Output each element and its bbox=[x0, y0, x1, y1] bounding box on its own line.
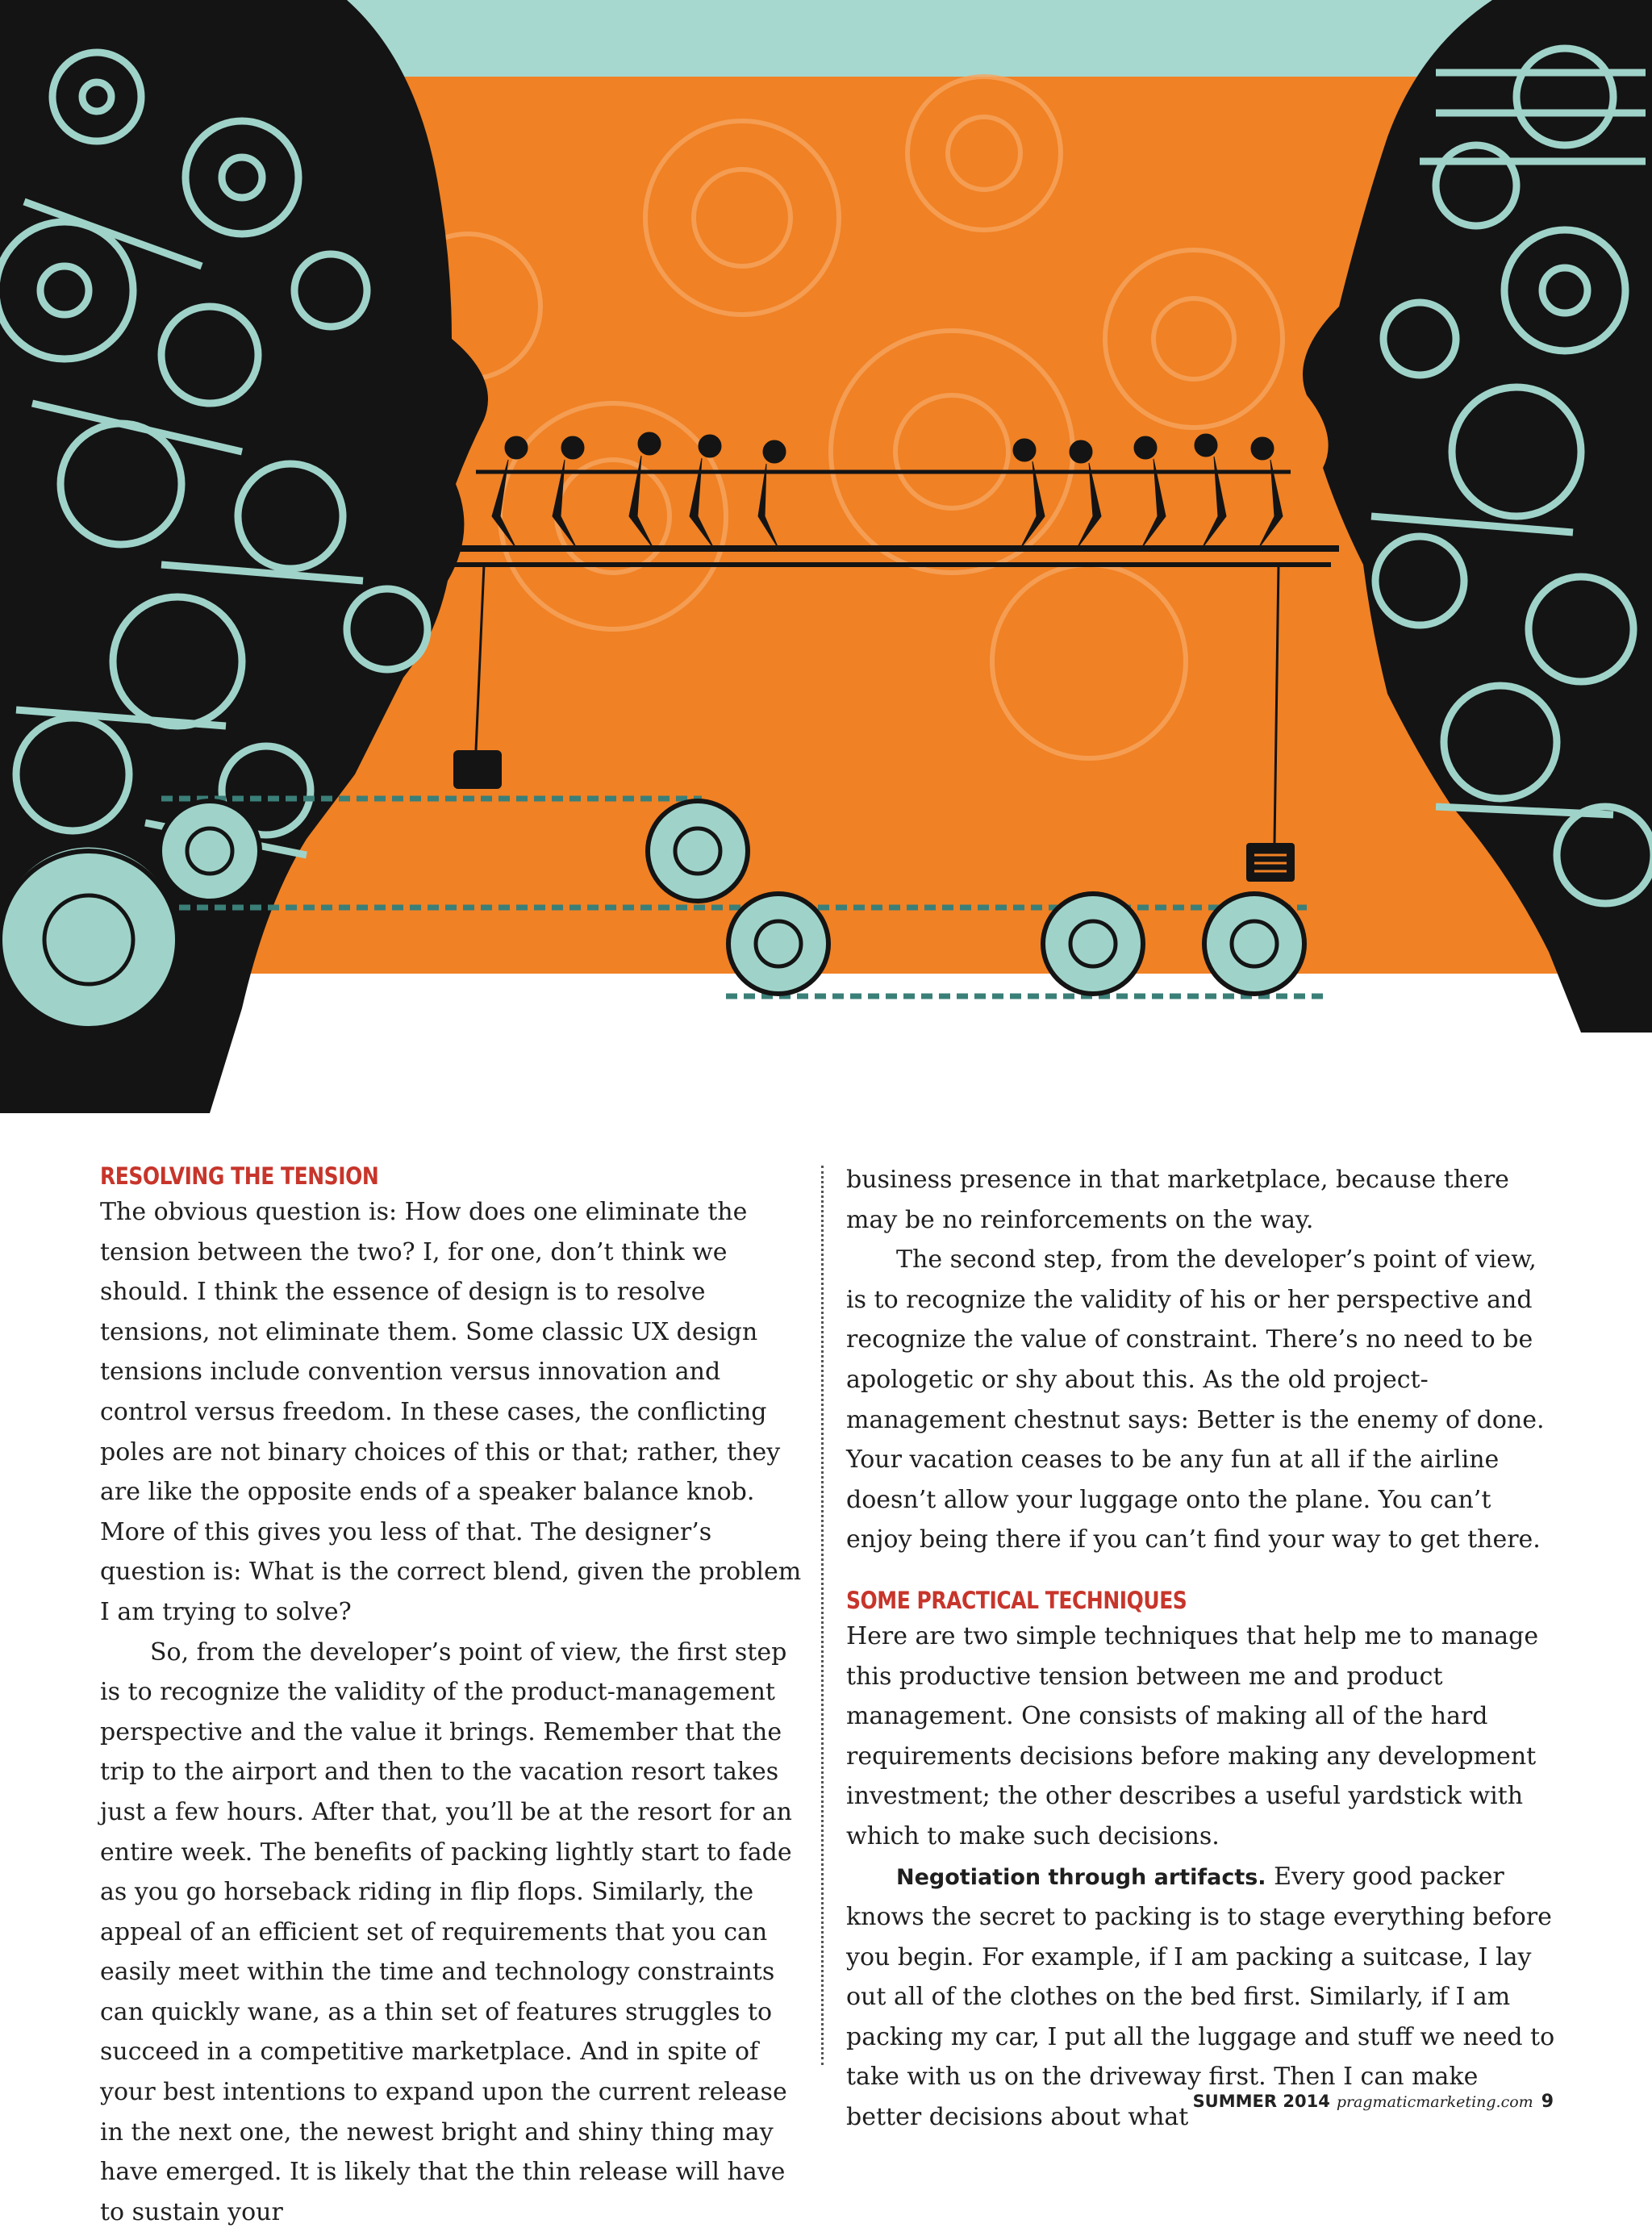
column-divider bbox=[821, 1166, 824, 2065]
paragraph: So, from the developer’s point of view, the first step is to recognize the validity of the product-management perspective and the value it brings. Remember that the trip to the airport and then to the vacation resort takes just a few hours. After that, you’ll be at the resort for an entire week. The benefits of packing lightly start to fade as you go horseback riding in flip flops. Similarly, the appeal of an efficient set of requirements that you can easily meet within the time and technology constraints can quickly wane, as a thin set of features struggles to succeed in a competitive marketplace. And in spite of your best intentions to expand upon the current release in the next one, the newest bright and shiny thing may have emerged. It is likely that the thin release will have to sustain your bbox=[100, 1637, 792, 2226]
paragraph: business presence in that marketplace, because there may be no reinforcements on the way. bbox=[846, 1166, 1509, 1234]
paragraph-body: Every good packer knows the secret to packing is to stage everything before you begin. For example, if I am packing a suitcase, I lay out all of the clothes on the bed first. Similarly, if I am packing my car, I put all the luggage and stuff we need to take with us on the driveway first. Then I can make better decisions about what bbox=[846, 1862, 1555, 2132]
left-column bbox=[100, 1160, 810, 2232]
paragraph: Here are two simple techniques that help me to manage this productive tension between me and product management. One consists of making all of the hard requirements decisions before making any development investment; the other describes a useful yardstick with which to make such decisions. bbox=[846, 1621, 1539, 1850]
page-footer bbox=[1193, 2092, 1554, 2112]
footer-url: pragmaticmarketing.com bbox=[1336, 2093, 1533, 2111]
section-heading-resolving: RESOLVING THE TENSION bbox=[100, 1162, 379, 1190]
run-in-heading: Negotiation through artifacts. bbox=[896, 1864, 1266, 1890]
right-column bbox=[846, 1160, 1556, 2138]
suitcase-icon bbox=[453, 750, 502, 789]
paragraph: The obvious question is: How does one eliminate the tension between the two? I, for one, don’t think we should. I think the essence of design is to resolve tensions, not eliminate them. Some classic UX design tensions include convention versus innovation and control versus freedom. In these cases, the conflicting poles are not binary choices of this or that; rather, they are like the opposite ends of a speaker balance knob. More of this gives you less of that. The designer’s question is: What is the correct blend, given the problem I am trying to solve? bbox=[100, 1198, 802, 1626]
section-heading-techniques: SOME PRACTICAL TECHNIQUES bbox=[846, 1586, 1187, 1614]
page-number: 9 bbox=[1541, 2092, 1554, 2112]
paragraph: The second step, from the developer’s point of view, is to recognize the validity of his or her perspective and recognize the value of constraint. There’s no need to be apologetic or shy about this. As the old project-management chestnut says: Better is the enemy of done. Your vacation ceases to be any fun at all if the airline doesn’t allow your luggage onto the plane. You can’t enjoy being there if you can’t find your way to get there. bbox=[846, 1245, 1545, 1554]
issue-season: SUMMER 2014 bbox=[1192, 2092, 1330, 2111]
